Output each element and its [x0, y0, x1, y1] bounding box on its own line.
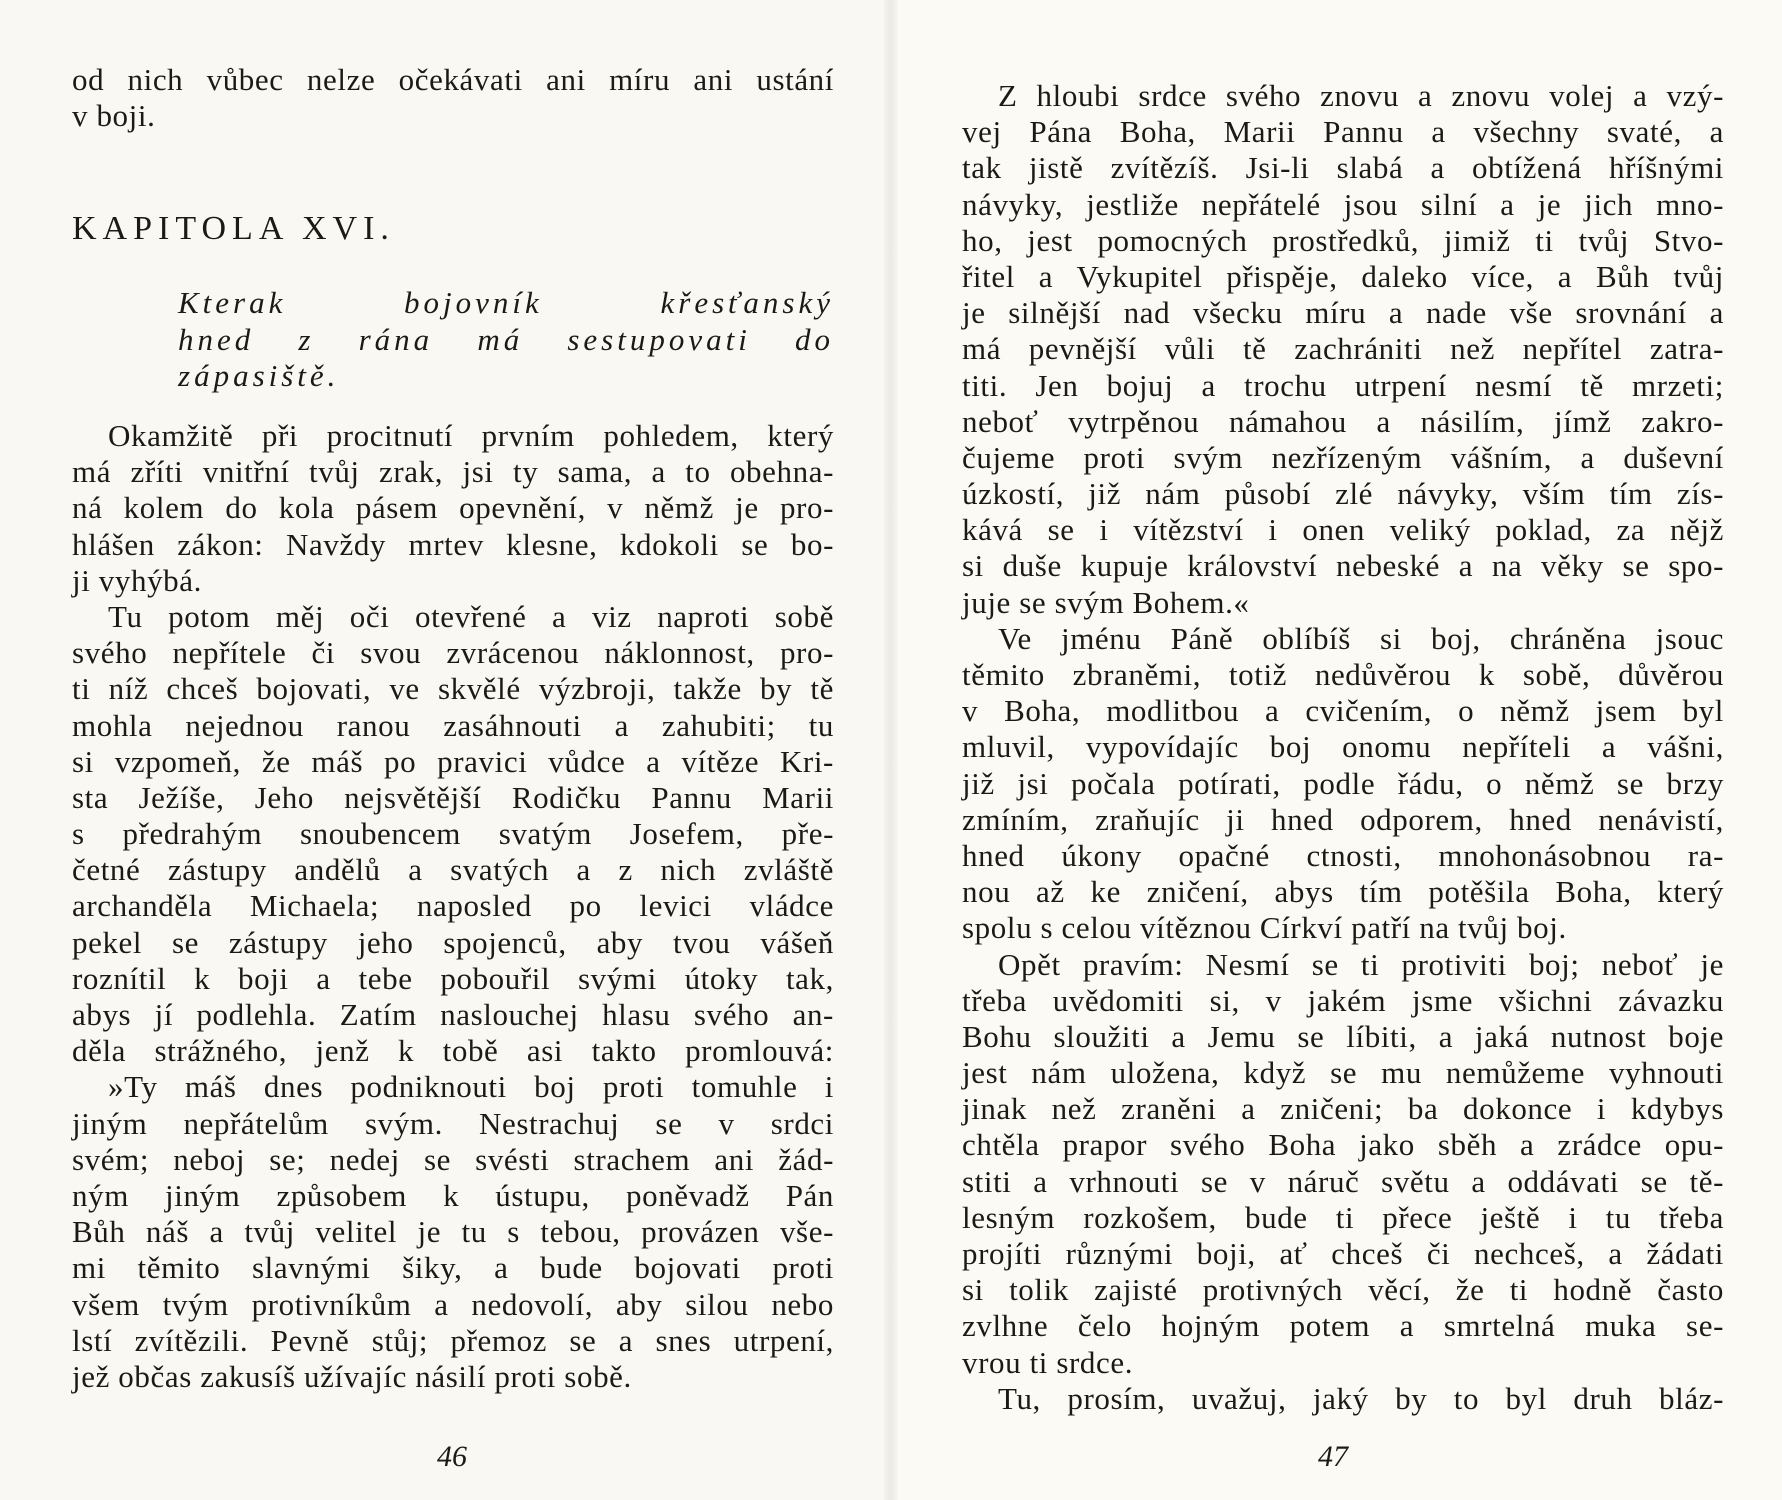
page-number-right: 47: [1318, 1440, 1348, 1473]
left-intro-text: [72, 62, 834, 134]
text-line: neboť vytrpěnou námahou a násilím, jímž zakro-: [962, 403, 1724, 439]
text-line: archanděla Michaela; naposled po levici vládce: [72, 888, 834, 924]
text-line: svého nepřítele či svou zvrácenou náklonnost, pro-: [72, 635, 834, 671]
text-line: si tolik zajisté protivných věcí, že ti hodně často: [962, 1272, 1724, 1308]
text-line: Opět pravím: Nesmí se ti protiviti boj; neboť je: [998, 946, 1724, 982]
text-line: zmíním, zraňujíc ji hned odporem, hned nenávistí,: [962, 801, 1724, 837]
text-line: v boji.: [72, 98, 156, 134]
text-line: ti níž chceš bojovati, ve skvělé výzbroji, takže by tě: [72, 671, 834, 707]
left-body-text: [72, 418, 834, 1395]
text-line: všem tvým protivníkům a nedovolí, aby silou nebo: [72, 1286, 834, 1322]
text-line: s předrahým snoubencem svatým Josefem, pře-: [72, 816, 834, 852]
text-line: hlášen zákon: Navždy mrtev klesne, kdokoli se bo-: [72, 526, 834, 562]
page-number-left: 46: [437, 1440, 467, 1473]
text-line: roznítil k boji a tebe pobouřil svými útoky tak,: [72, 960, 834, 996]
text-line: návyky, jestliže nepřátelé jsou silní a je jich mno-: [962, 186, 1724, 222]
text-line: titi. Jen bojuj a trochu utrpení nesmí tě mrzeti;: [962, 367, 1724, 403]
subtitle-line: zápasiště.: [178, 358, 340, 393]
text-line: nou až ke zničení, abys tím potěšila Boha, který: [962, 874, 1724, 910]
text-line: Z hloubi srdce svého znovu a znovu volej a vzý-: [998, 78, 1724, 113]
text-line: v Boha, modlitbou a cvičením, o němž jsem byl: [962, 693, 1724, 729]
text-line: čujeme proti svým nezřízeným vášním, a duševní: [962, 439, 1724, 475]
text-line: již jsi počala potírati, podle řádu, o němž se brzy: [962, 765, 1724, 801]
text-line: vej Pána Boha, Marii Pannu a všechny svaté, a: [962, 114, 1724, 150]
text-line: jest nám uložena, když se mu nemůžeme vyhnouti: [962, 1055, 1724, 1091]
text-line: ji vyhýbá.: [72, 562, 202, 598]
text-line: sta Ježíše, Jeho nejsvětější Rodičku Pannu Marii: [72, 779, 834, 815]
text-line: projíti různými boji, ať chceš či nechceš, a žádati: [962, 1236, 1724, 1271]
subtitle-line: Kterak bojovník křesťanský: [178, 285, 834, 320]
text-line: abys jí podlehla. Zatím naslouchej hlasu svého an-: [72, 997, 834, 1032]
text-line: si duše kupuje království nebeské a na věky se spo-: [962, 548, 1724, 584]
text-line: četné zástupy andělů a svatých a z nich zvláště: [72, 852, 834, 888]
text-line: ná kolem do kola pásem opevnění, v němž je pro-: [72, 490, 834, 526]
text-line: Tu, prosím, uvažuj, jaký by to byl druh bláz-: [998, 1380, 1724, 1416]
text-line: zvlhne čelo hojným potem a smrtelná muka se-: [962, 1308, 1724, 1344]
text-line: chtěla prapor svého Boha jako sběh a zrádce opu-: [962, 1127, 1724, 1163]
text-line: Okamžitě při procitnutí prvním pohledem, který: [108, 418, 834, 453]
text-line: od nich vůbec nelze očekávati ani míru ani ustání: [72, 62, 834, 97]
text-line: Bohu sloužiti a Jemu se líbiti, a jaká nutnost boje: [962, 1018, 1724, 1054]
text-line: jež občas zakusíš užívajíc násilí proti sobě.: [72, 1358, 632, 1394]
text-line: úzkostí, již nám působí zlé návyky, vším tím zís-: [962, 476, 1724, 512]
text-line: má zříti vnitřní tvůj zrak, jsi ty sama, a to obehna-: [72, 454, 834, 490]
text-line: mohla nejednou ranou zasáhnouti a zahubiti; tu: [72, 707, 834, 743]
right-body-text: [962, 78, 1724, 1417]
text-line: řitel a Vykupitel přispěje, daleko více, a Bůh tvůj: [962, 258, 1724, 294]
text-line: kává se i vítězství i onen veliký poklad, za nějž: [962, 512, 1724, 548]
text-line: vrou ti srdce.: [962, 1344, 1134, 1380]
subtitle-line: hned z rána má sestupovati do: [178, 321, 834, 357]
text-line: ho, jest pomocných prostředků, jimiž ti tvůj Stvo-: [962, 222, 1724, 258]
text-line: pekel se zástupy jeho spojenců, aby tvou vášeň: [72, 924, 834, 960]
text-line: jiným nepřátelům svým. Nestrachuj se v srdci: [72, 1105, 834, 1141]
text-line: jinak než zraněni a zničeni; ba dokonce i kdybys: [962, 1091, 1724, 1127]
text-line: mi těmito slavnými šiky, a bude bojovati proti: [72, 1250, 834, 1286]
text-line: těmito zbraněmi, totiž nedůvěrou k sobě, důvěrou: [962, 657, 1724, 692]
text-line: spolu s celou vítěznou Církví patří na tvůj boj.: [962, 910, 1567, 946]
chapter-title: KAPITOLA XVI.: [72, 210, 395, 247]
text-line: juje se svým Bohem.«: [962, 584, 1250, 620]
text-line: svém; neboj se; nedej se svésti strachem ani žád-: [72, 1141, 834, 1177]
text-line: lstí zvítězili. Pevně stůj; přemoz se a snes utrpení,: [72, 1322, 834, 1358]
text-line: mluvil, vypovídajíc boj onomu nepříteli a vášni,: [962, 729, 1724, 765]
text-line: ným jiným způsobem k ústupu, poněvadž Pán: [72, 1177, 834, 1213]
chapter-subtitle: [178, 285, 834, 395]
text-line: má pevnější vůli tě zachrániti než nepřítel zatra-: [962, 331, 1724, 367]
text-line: třeba uvědomiti si, v jakém jsme všichni závazku: [962, 982, 1724, 1018]
text-line: Ve jménu Páně oblíbíš si boj, chráněna jsouc: [998, 620, 1724, 656]
text-line: lesným rozkošem, bude ti přece ještě i tu třeba: [962, 1199, 1724, 1235]
text-line: je silnější nad všecku míru a nade vše srovnání a: [962, 295, 1724, 331]
text-line: stiti a vrhnouti se v náruč světu a oddávati se tě-: [962, 1163, 1724, 1199]
book-gutter: [884, 0, 898, 1500]
text-line: Bůh náš a tvůj velitel je tu s tebou, provázen vše-: [72, 1214, 834, 1250]
text-line: hned úkony opačné ctnosti, mnohonásobnou ra-: [962, 837, 1724, 873]
text-line: tak jistě zvítězíš. Jsi-li slabá a obtížená hříšnými: [962, 150, 1724, 186]
text-line: »Ty máš dnes podniknouti boj proti tomuhle i: [108, 1069, 834, 1105]
text-line: si vzpomeň, že máš po pravici vůdce a vítěze Kri-: [72, 743, 834, 779]
text-line: Tu potom měj oči otevřené a viz naproti sobě: [108, 598, 834, 634]
text-line: děla strážného, jenž k tobě asi takto promlouvá:: [72, 1033, 834, 1069]
